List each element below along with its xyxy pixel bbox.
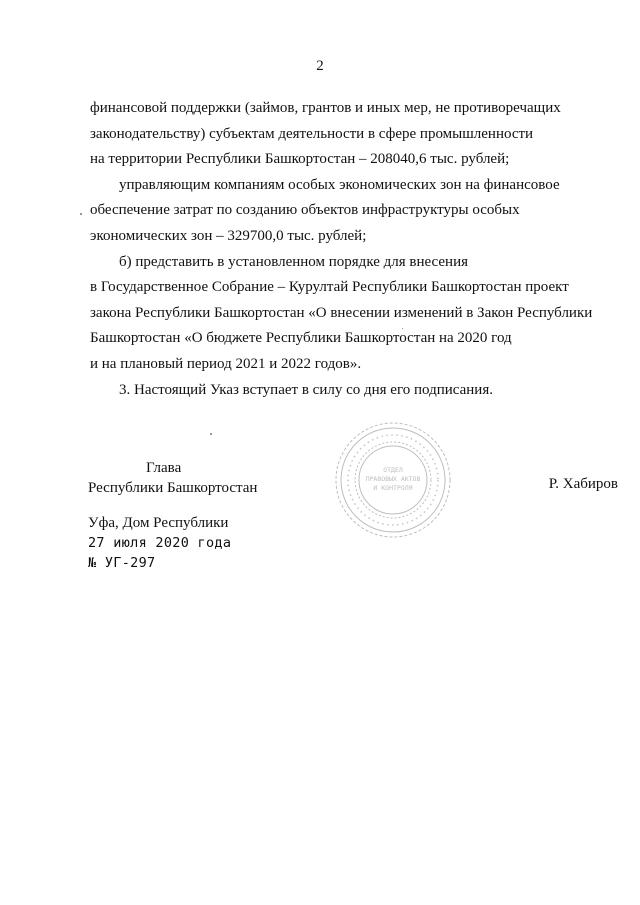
text-line: 3. Настоящий Указ вступает в силу со дня его подписания. xyxy=(119,381,493,398)
signatory-title: Глава xyxy=(146,460,182,476)
scan-speck xyxy=(210,433,212,435)
text-line: экономических зон – 329700,0 тыс. рублей; xyxy=(90,227,367,244)
text-line: в Государственное Собрание – Курултай Республики Башкортостан проект xyxy=(90,279,569,296)
official-seal-stamp xyxy=(333,420,453,540)
text-line: и на плановый период 2021 и 2022 годов». xyxy=(90,355,362,372)
scan-speck xyxy=(402,328,403,329)
paragraph-entry-into-force xyxy=(90,378,615,404)
document-body xyxy=(90,96,615,403)
signatory-name: Р. Хабиров xyxy=(548,476,618,492)
paragraph-submit-law xyxy=(90,250,615,378)
scan-speck xyxy=(80,213,82,215)
paragraph-continuation xyxy=(90,96,615,173)
paragraph-special-zones xyxy=(90,173,615,250)
text-line: на территории Республики Башкортостан – 208040,6 тыс. рублей; xyxy=(90,151,510,168)
text-line: Башкортостан «О бюджете Республики Башкортостан на 2020 год xyxy=(90,330,512,347)
decree-number: № УГ-297 xyxy=(88,555,156,571)
issue-details xyxy=(88,513,231,573)
signatory-region: Республики Башкортостан xyxy=(88,480,258,496)
stamp-line: ОТДЕЛ xyxy=(383,466,403,474)
issue-date: 27 июля 2020 года xyxy=(88,535,232,551)
stamp-line: И КОНТРОЛЯ xyxy=(373,484,413,492)
text-line: б) представить в установленном порядке для внесения xyxy=(119,253,468,270)
stamp-line: ПРАВОВЫХ АКТОВ xyxy=(365,475,421,483)
text-line: обеспечение затрат по созданию объектов инфраструктуры особых xyxy=(90,202,520,219)
page-number: 2 xyxy=(316,58,324,74)
text-line: закона Республики Башкортостан «О внесении изменений в Закон Республики xyxy=(90,304,593,321)
text-line: управляющим компаниям особых экономических зон на финансовое xyxy=(119,176,560,193)
issue-place: Уфа, Дом Республики xyxy=(88,515,229,531)
text-line: финансовой поддержки (займов, грантов и иных мер, не противоречащих xyxy=(90,100,561,116)
text-line: законодательству) субъектам деятельности в сфере промышленности xyxy=(90,125,534,142)
